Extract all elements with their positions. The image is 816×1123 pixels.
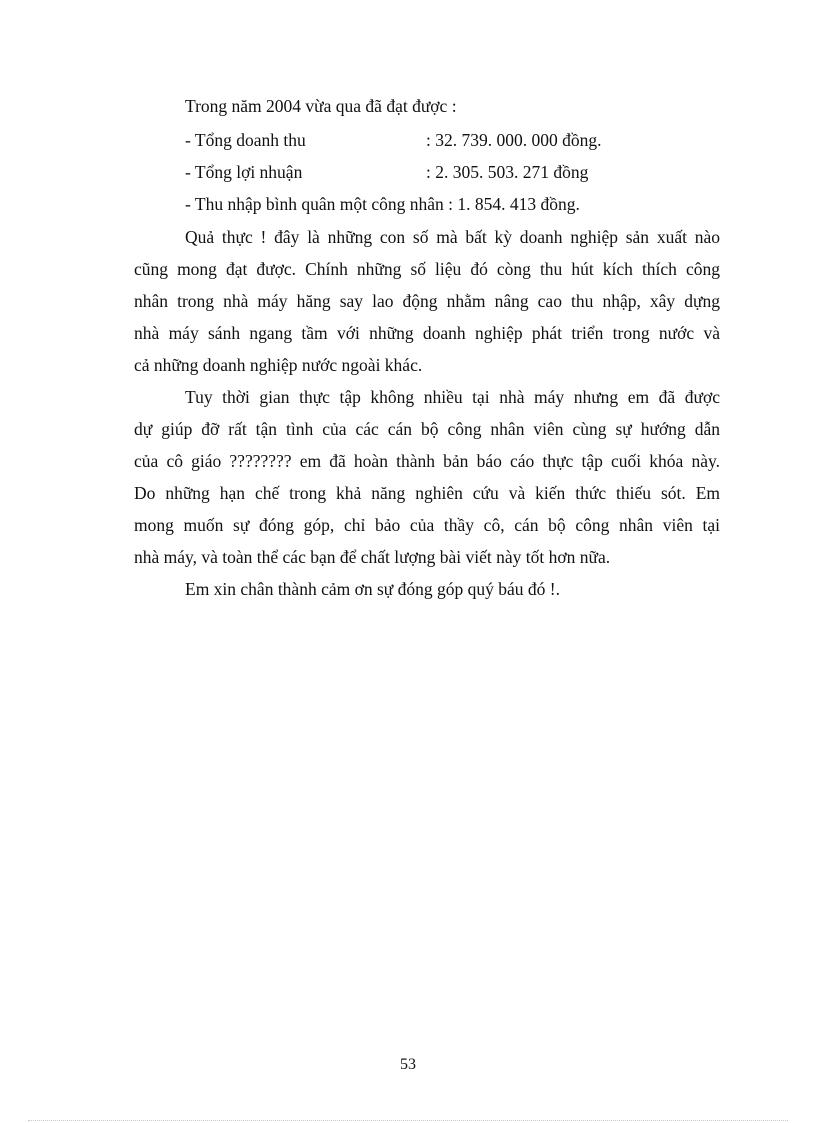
footer-divider [28, 1120, 788, 1121]
paragraph1-line: nhà máy sánh ngang tầm với những doanh nghiệp phát triển trong nước và [134, 323, 720, 343]
paragraph2-line: của cô giáo ???????? em đã hoàn thành bản báo cáo thực tập cuối khóa này. [134, 451, 720, 471]
page-number: 53 [400, 1056, 416, 1073]
revenue-value: : 32. 739. 000. 000 đồng. [426, 130, 602, 150]
profit-value: : 2. 305. 503. 271 đồng [426, 162, 589, 182]
paragraph2-line: Do những hạn chế trong khả năng nghiên cứu và kiến thức thiếu sót. Em [134, 483, 720, 503]
paragraph1-line: cả những doanh nghiệp nước ngoài khác. [134, 355, 423, 375]
paragraph1-line: nhân trong nhà máy hăng say lao động nhằm nâng cao thu nhập, xây dựng [134, 291, 720, 311]
paragraph2-line: mong muốn sự đóng góp, chỉ bảo của thầy cô, cán bộ công nhân viên tại [134, 515, 720, 535]
intro-line: Trong năm 2004 vừa qua đã đạt được : [185, 96, 457, 116]
paragraph2-line: dự giúp đỡ rất tận tình của các cán bộ công nhân viên cùng sự hướng dẫn [134, 419, 720, 439]
paragraph1-line: cũng mong đạt được. Chính những số liệu đó còng thu hút kích thích công [134, 259, 720, 279]
paragraph2-line: Tuy thời gian thực tập không nhiều tại nhà máy nhưng em đã được [185, 387, 720, 407]
paragraph1-line: Quả thực ! đây là những con số mà bất kỳ doanh nghiệp sản xuất nào [185, 227, 720, 247]
revenue-label: - Tổng doanh thu [185, 130, 306, 150]
paragraph2-line: nhà máy, và toàn thể các bạn để chất lượng bài viết này tốt hơn nữa. [134, 547, 611, 567]
income-line: - Thu nhập bình quân một công nhân : 1. 854. 413 đồng. [185, 194, 580, 214]
closing-line: Em xin chân thành cảm ơn sự đóng góp quý báu đó !. [185, 579, 560, 599]
profit-label: - Tổng lợi nhuận [185, 162, 303, 182]
